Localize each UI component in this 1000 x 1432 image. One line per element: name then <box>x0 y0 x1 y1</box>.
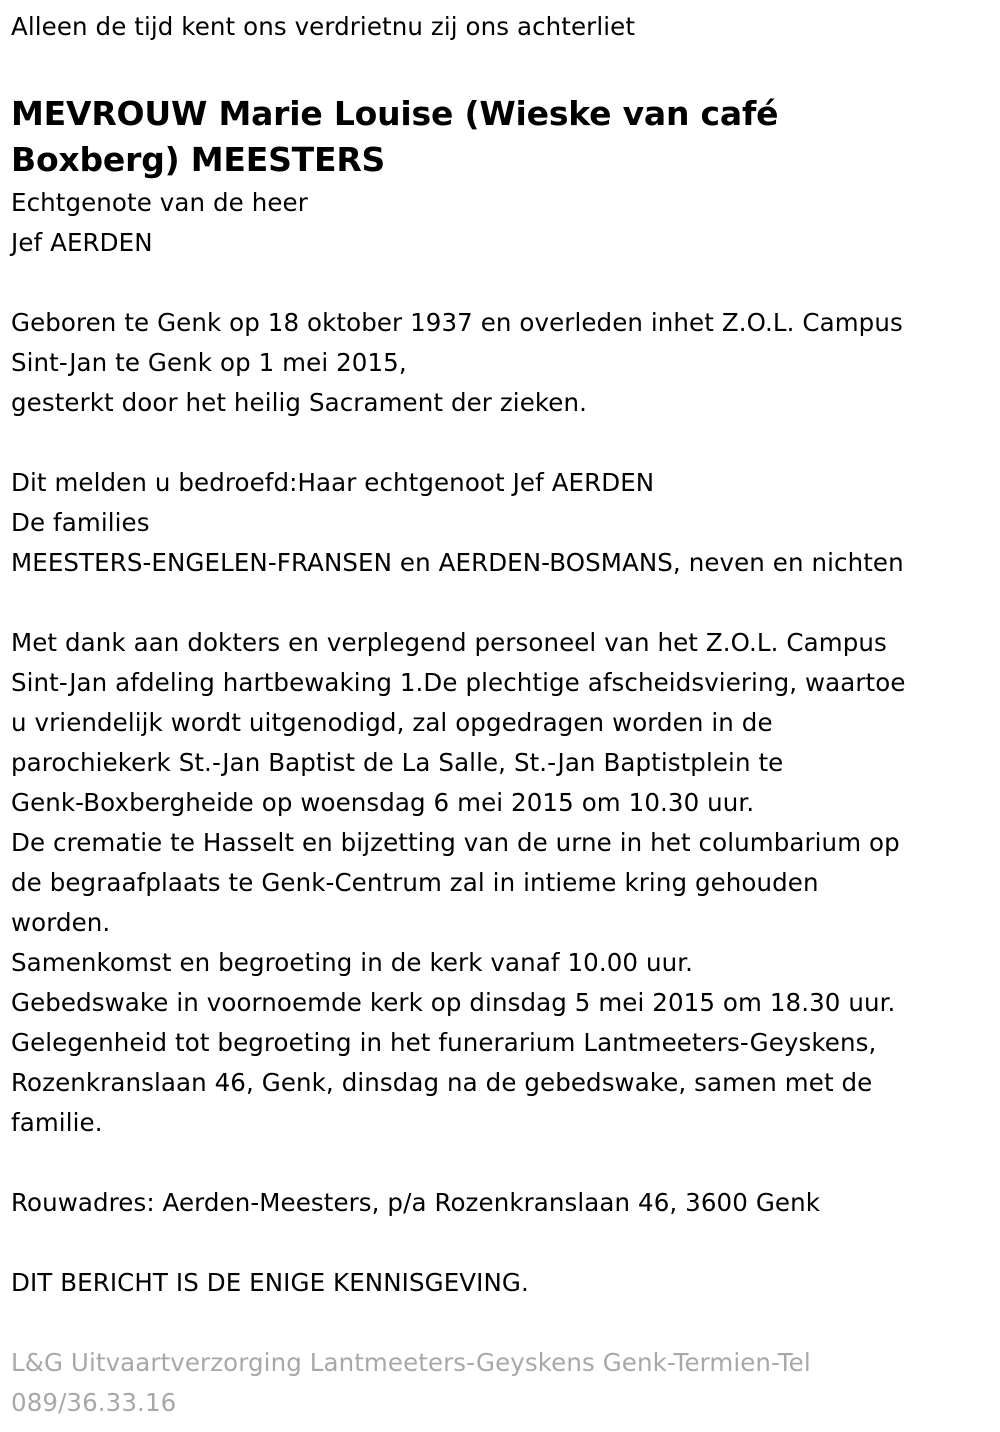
birth-line: Geboren te Genk op 18 oktober 1937 en overleden inhet Z.O.L. Campus <box>11 308 903 337</box>
ceremony-section <box>11 623 990 1143</box>
family-line: Dit melden u bedroefd:Haar echtgenoot Jef AERDEN <box>11 468 655 497</box>
deceased-name <box>11 91 990 183</box>
ceremony-line: Rozenkranslaan 46, Genk, dinsdag na de gebedswake, samen met de <box>11 1068 873 1097</box>
name-line: MEVROUW Marie Louise (Wieske van café <box>11 94 779 133</box>
footer-line: L&G Uitvaartverzorging Lantmeeters-Geyskens Genk-Termien-Tel <box>11 1348 811 1377</box>
birth-line: gesterkt door het heilig Sacrament der zieken. <box>11 388 587 417</box>
ceremony-line: familie. <box>11 1108 103 1137</box>
name-line: Boxberg) MEESTERS <box>11 140 386 179</box>
family-section <box>11 463 990 583</box>
ceremony-line: De crematie te Hasselt en bijzetting van de urne in het columbarium op <box>11 828 900 857</box>
ceremony-line: de begraafplaats te Genk-Centrum zal in intieme kring gehouden <box>11 868 819 897</box>
only-notice-text: DIT BERICHT IS DE ENIGE KENNISGEVING. <box>11 1268 529 1297</box>
spouse-section <box>11 183 990 263</box>
intro-quote: Alleen de tijd kent ons verdrietnu zij ons achterliet <box>11 12 636 41</box>
footer-line: 089/36.33.16 <box>11 1388 177 1417</box>
ceremony-line: parochiekerk St.-Jan Baptist de La Salle, St.-Jan Baptistplein te <box>11 748 784 777</box>
notice-section <box>11 1263 990 1303</box>
ceremony-line: Genk-Boxbergheide op woensdag 6 mei 2015 om 10.30 uur. <box>11 788 755 817</box>
ceremony-line: Gelegenheid tot begroeting in het funerarium Lantmeeters-Geyskens, <box>11 1028 877 1057</box>
ceremony-line: worden. <box>11 908 111 937</box>
ceremony-line: Sint-Jan afdeling hartbewaking 1.De plechtige afscheidsviering, waartoe <box>11 668 906 697</box>
spouse-line: Echtgenote van de heer <box>11 188 308 217</box>
address-section <box>11 1183 990 1223</box>
birth-death-section <box>11 303 990 423</box>
spouse-line: Jef AERDEN <box>11 228 153 257</box>
ceremony-line: Gebedswake in voornoemde kerk op dinsdag 5 mei 2015 om 18.30 uur. <box>11 988 896 1017</box>
ceremony-line: Samenkomst en begroeting in de kerk vanaf 10.00 uur. <box>11 948 694 977</box>
birth-line: Sint-Jan te Genk op 1 mei 2015, <box>11 348 407 377</box>
funeral-home-footer <box>11 1343 990 1423</box>
family-line: MEESTERS-ENGELEN-FRANSEN en AERDEN-BOSMANS, neven en nichten <box>11 548 904 577</box>
ceremony-line: Met dank aan dokters en verplegend personeel van het Z.O.L. Campus <box>11 628 887 657</box>
mourning-address: Rouwadres: Aerden-Meesters, p/a Rozenkranslaan 46, 3600 Genk <box>11 1188 820 1217</box>
family-line: De families <box>11 508 150 537</box>
ceremony-line: u vriendelijk wordt uitgenodigd, zal opgedragen worden in de <box>11 708 773 737</box>
